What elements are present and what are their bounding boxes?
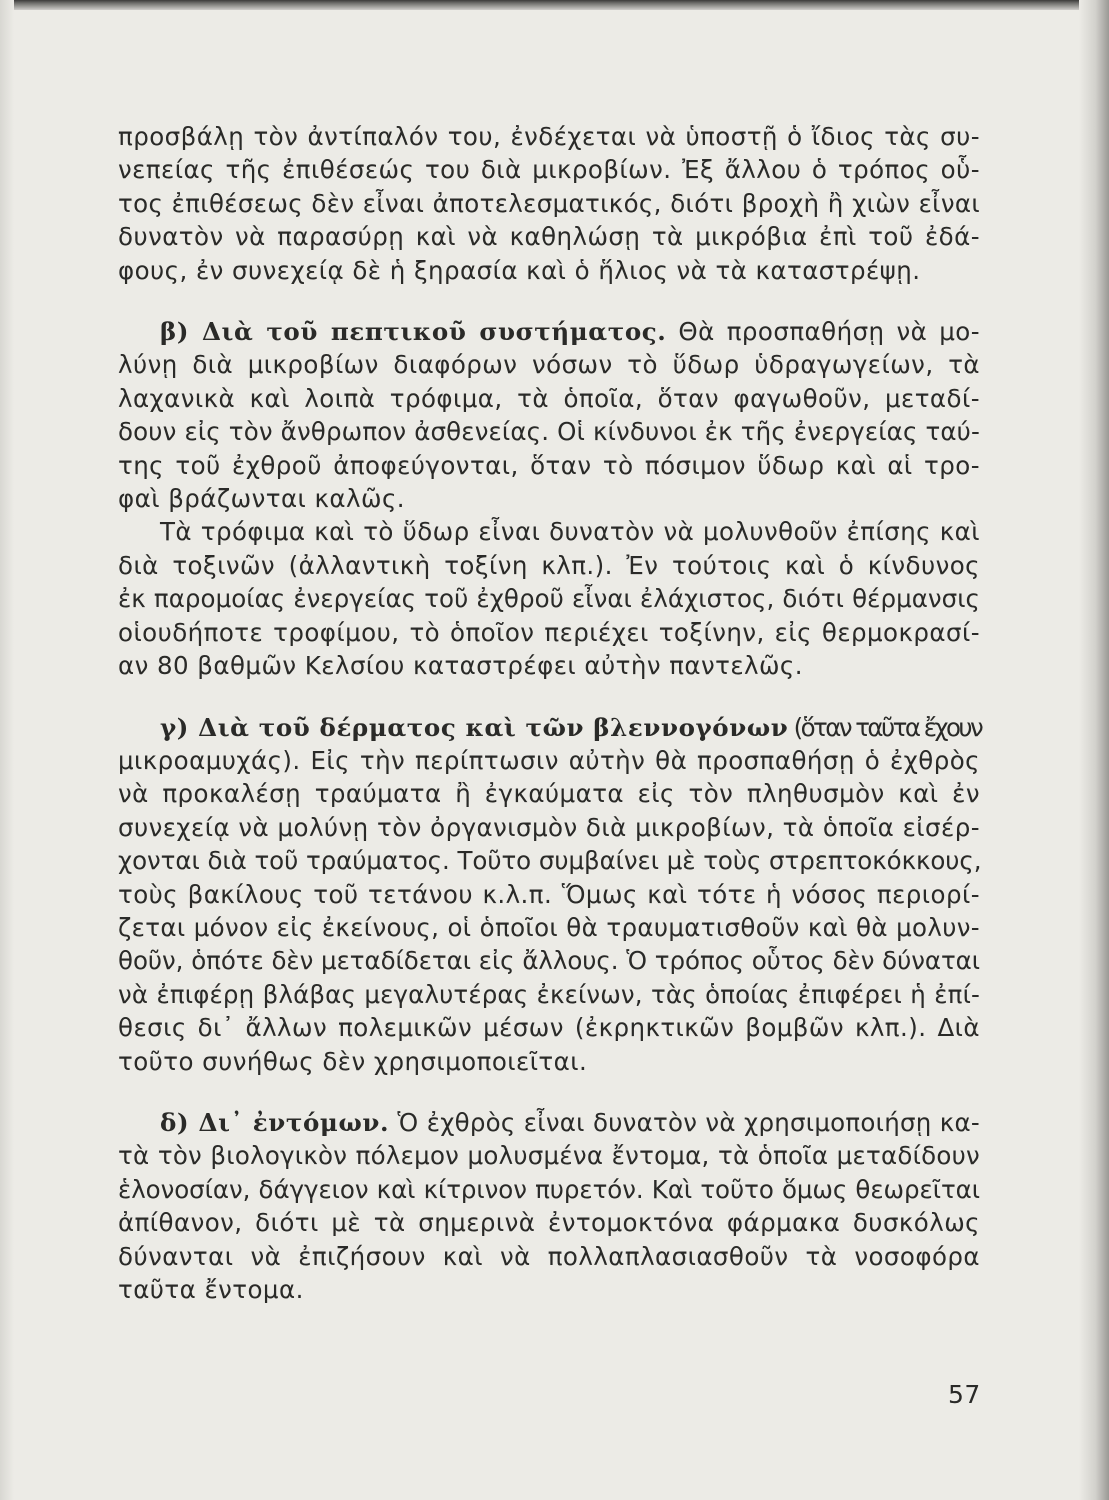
section-first-line: [118, 711, 980, 744]
text-line: δουν εἰς τὸν ἄνθρωπον ἀσθενείας. Οἱ κίνδυνοι ἐκ τῆς ἐνεργείας ταύ-: [118, 417, 980, 447]
text-line: ταῦτα ἔντομα.: [118, 1275, 304, 1304]
text-line: δυνατὸν νὰ παρασύρῃ καὶ νὰ καθηλώσῃ τὰ μικρόβια ἐπὶ τοῦ ἐδά-: [118, 222, 980, 252]
text-line: ζεται μόνον εἰς ἐκείνους, οἱ ὁποῖοι θὰ τραυματισθοῦν καὶ θὰ μολυν-: [118, 912, 980, 942]
page-top-edge: [0, 0, 1109, 10]
section-digestive-system: [118, 315, 980, 682]
text-line: θεσις δι᾽ ἄλλων πολεμικῶν μέσων (ἐκρηκτικῶν βομβῶν κλπ.). Διὰ: [118, 1013, 980, 1043]
text-line: συνεχείᾳ νὰ μολύνῃ τὸν ὀργανισμὸν διὰ μικροβίων, τὰ ὁποῖα εἰσέρ-: [118, 812, 980, 842]
section-gap: [118, 1078, 980, 1106]
text-run: Θὰ προσπαθήσῃ νὰ μο-: [678, 317, 980, 347]
section-heading: γ) Διὰ τοῦ δέρματος καὶ τῶν βλεννογόνων: [160, 712, 789, 742]
text-line: τοὺς βακίλους τοῦ τετάνου κ.λ.π. Ὅμως καὶ τότε ἡ νόσος περιορί-: [118, 879, 980, 909]
section-gap: [118, 683, 980, 711]
section-skin-mucosa: [118, 711, 980, 1078]
text-line: ἑλονοσίαν, δάγγειον καὶ κίτρινον πυρετόν. Καὶ τοῦτο ὅμως θεωρεῖται: [118, 1174, 980, 1204]
text-line: τος ἐπιθέσεως δὲν εἶναι ἀποτελεσματικός, διότι βροχὴ ἢ χιὼν εἶναι: [118, 188, 980, 218]
text-line: χονται διὰ τοῦ τραύματος. Τοῦτο συμβαίνει μὲ τοὺς στρεπτοκόκκους,: [118, 846, 982, 876]
section-heading: δ) Δι᾽ ἐντόμων.: [160, 1107, 390, 1137]
text-line: φαὶ βράζωνται καλῶς.: [118, 484, 406, 514]
text-run: Ὁ ἐχθρὸς εἶναι δυνατὸν νὰ χρησιμοποιήσῃ κα-: [397, 1107, 980, 1137]
text-line: νὰ προκαλέσῃ τραύματα ἢ ἐγκαύματα εἰς τὸν πληθυσμὸν καὶ ἐν: [118, 779, 980, 809]
page-content: [118, 120, 980, 1306]
section-insects: [118, 1106, 980, 1306]
text-line: νεπείας τῆς ἐπιθέσεώς του διὰ μικροβίων. Ἐξ ἄλλου ὁ τρόπος οὗ-: [118, 155, 980, 185]
text-line: θοῦν, ὁπότε δὲν μεταδίδεται εἰς ἄλλους. Ὁ τρόπος οὗτος δὲν δύναται: [118, 946, 980, 976]
text-line: Τὰ τρόφιμα καὶ τὸ ὕδωρ εἶναι δυνατὸν νὰ μολυνθοῦν ἐπίσης καὶ: [160, 517, 980, 547]
section-heading: β) Διὰ τοῦ πεπτικοῦ συστήματος.: [160, 317, 667, 347]
section-first-line: [118, 1106, 980, 1139]
text-line: τὰ τὸν βιολογικὸν πόλεμον μολυσμένα ἔντομα, τὰ ὁποῖα μεταδίδουν: [118, 1141, 980, 1171]
text-line: προσβάλῃ τὸν ἀντίπαλόν του, ἐνδέχεται νὰ ὑποστῇ ὁ ἴδιος τὰς συ-: [118, 122, 980, 151]
text-line: οἱουδήποτε τροφίμου, τὸ ὁποῖον περιέχει τοξίνην, εἰς θερμοκρασί-: [118, 617, 980, 647]
text-line: δύνανται νὰ ἐπιζήσουν καὶ νὰ πολλαπλασιασθοῦν τὰ νοσοφόρα: [118, 1241, 980, 1271]
section-first-line: [118, 315, 980, 348]
text-run: (ὅταν ταῦτα ἔχουν: [793, 712, 982, 742]
text-line: αν 80 βαθμῶν Κελσίου καταστρέφει αὐτὴν παντελῶς.: [118, 651, 804, 681]
page-number: 57: [948, 1380, 981, 1409]
text-line: λαχανικὰ καὶ λοιπὰ τρόφιμα, τὰ ὁποῖα, ὅταν φαγωθοῦν, μεταδί-: [118, 383, 980, 413]
page-right-edge: [1079, 0, 1109, 1500]
text-line: νὰ ἐπιφέρῃ βλάβας μεγαλυτέρας ἐκείνων, τὰς ὁποίας ἐπιφέρει ἡ ἐπί-: [118, 979, 980, 1009]
text-line: μικροαμυχάς). Εἰς τὴν περίπτωσιν αὐτὴν θὰ προσπαθήσῃ ὁ ἐχθρὸς: [118, 745, 980, 775]
page-left-shade: [0, 0, 14, 1500]
text-line: λύνῃ διὰ μικροβίων διαφόρων νόσων τὸ ὕδωρ ὑδραγωγείων, τὰ: [118, 350, 980, 380]
section-gap: [118, 287, 980, 315]
text-line: ἐκ παρομοίας ἐνεργείας τοῦ ἐχθροῦ εἶναι ἐλάχιστος, διότι θέρμανσις: [118, 584, 980, 614]
text-line: διὰ τοξινῶν (ἀλλαντικὴ τοξίνη κλπ.). Ἐν τούτοις καὶ ὁ κίνδυνος: [118, 550, 980, 580]
text-line: ἀπίθανον, διότι μὲ τὰ σημερινὰ ἐντομοκτόνα φάρμακα δυσκόλως: [118, 1208, 980, 1238]
paragraph-continuation: [118, 120, 980, 287]
text-line: της τοῦ ἐχθροῦ ἀποφεύγονται, ὅταν τὸ πόσιμον ὕδωρ καὶ αἱ τρο-: [118, 450, 980, 480]
text-line: τοῦτο συνήθως δὲν χρησιμοποιεῖται.: [118, 1046, 588, 1076]
text-line: φους, ἐν συνεχείᾳ δὲ ἡ ξηρασία καὶ ὁ ἥλιος νὰ τὰ καταστρέψῃ.: [118, 255, 921, 285]
